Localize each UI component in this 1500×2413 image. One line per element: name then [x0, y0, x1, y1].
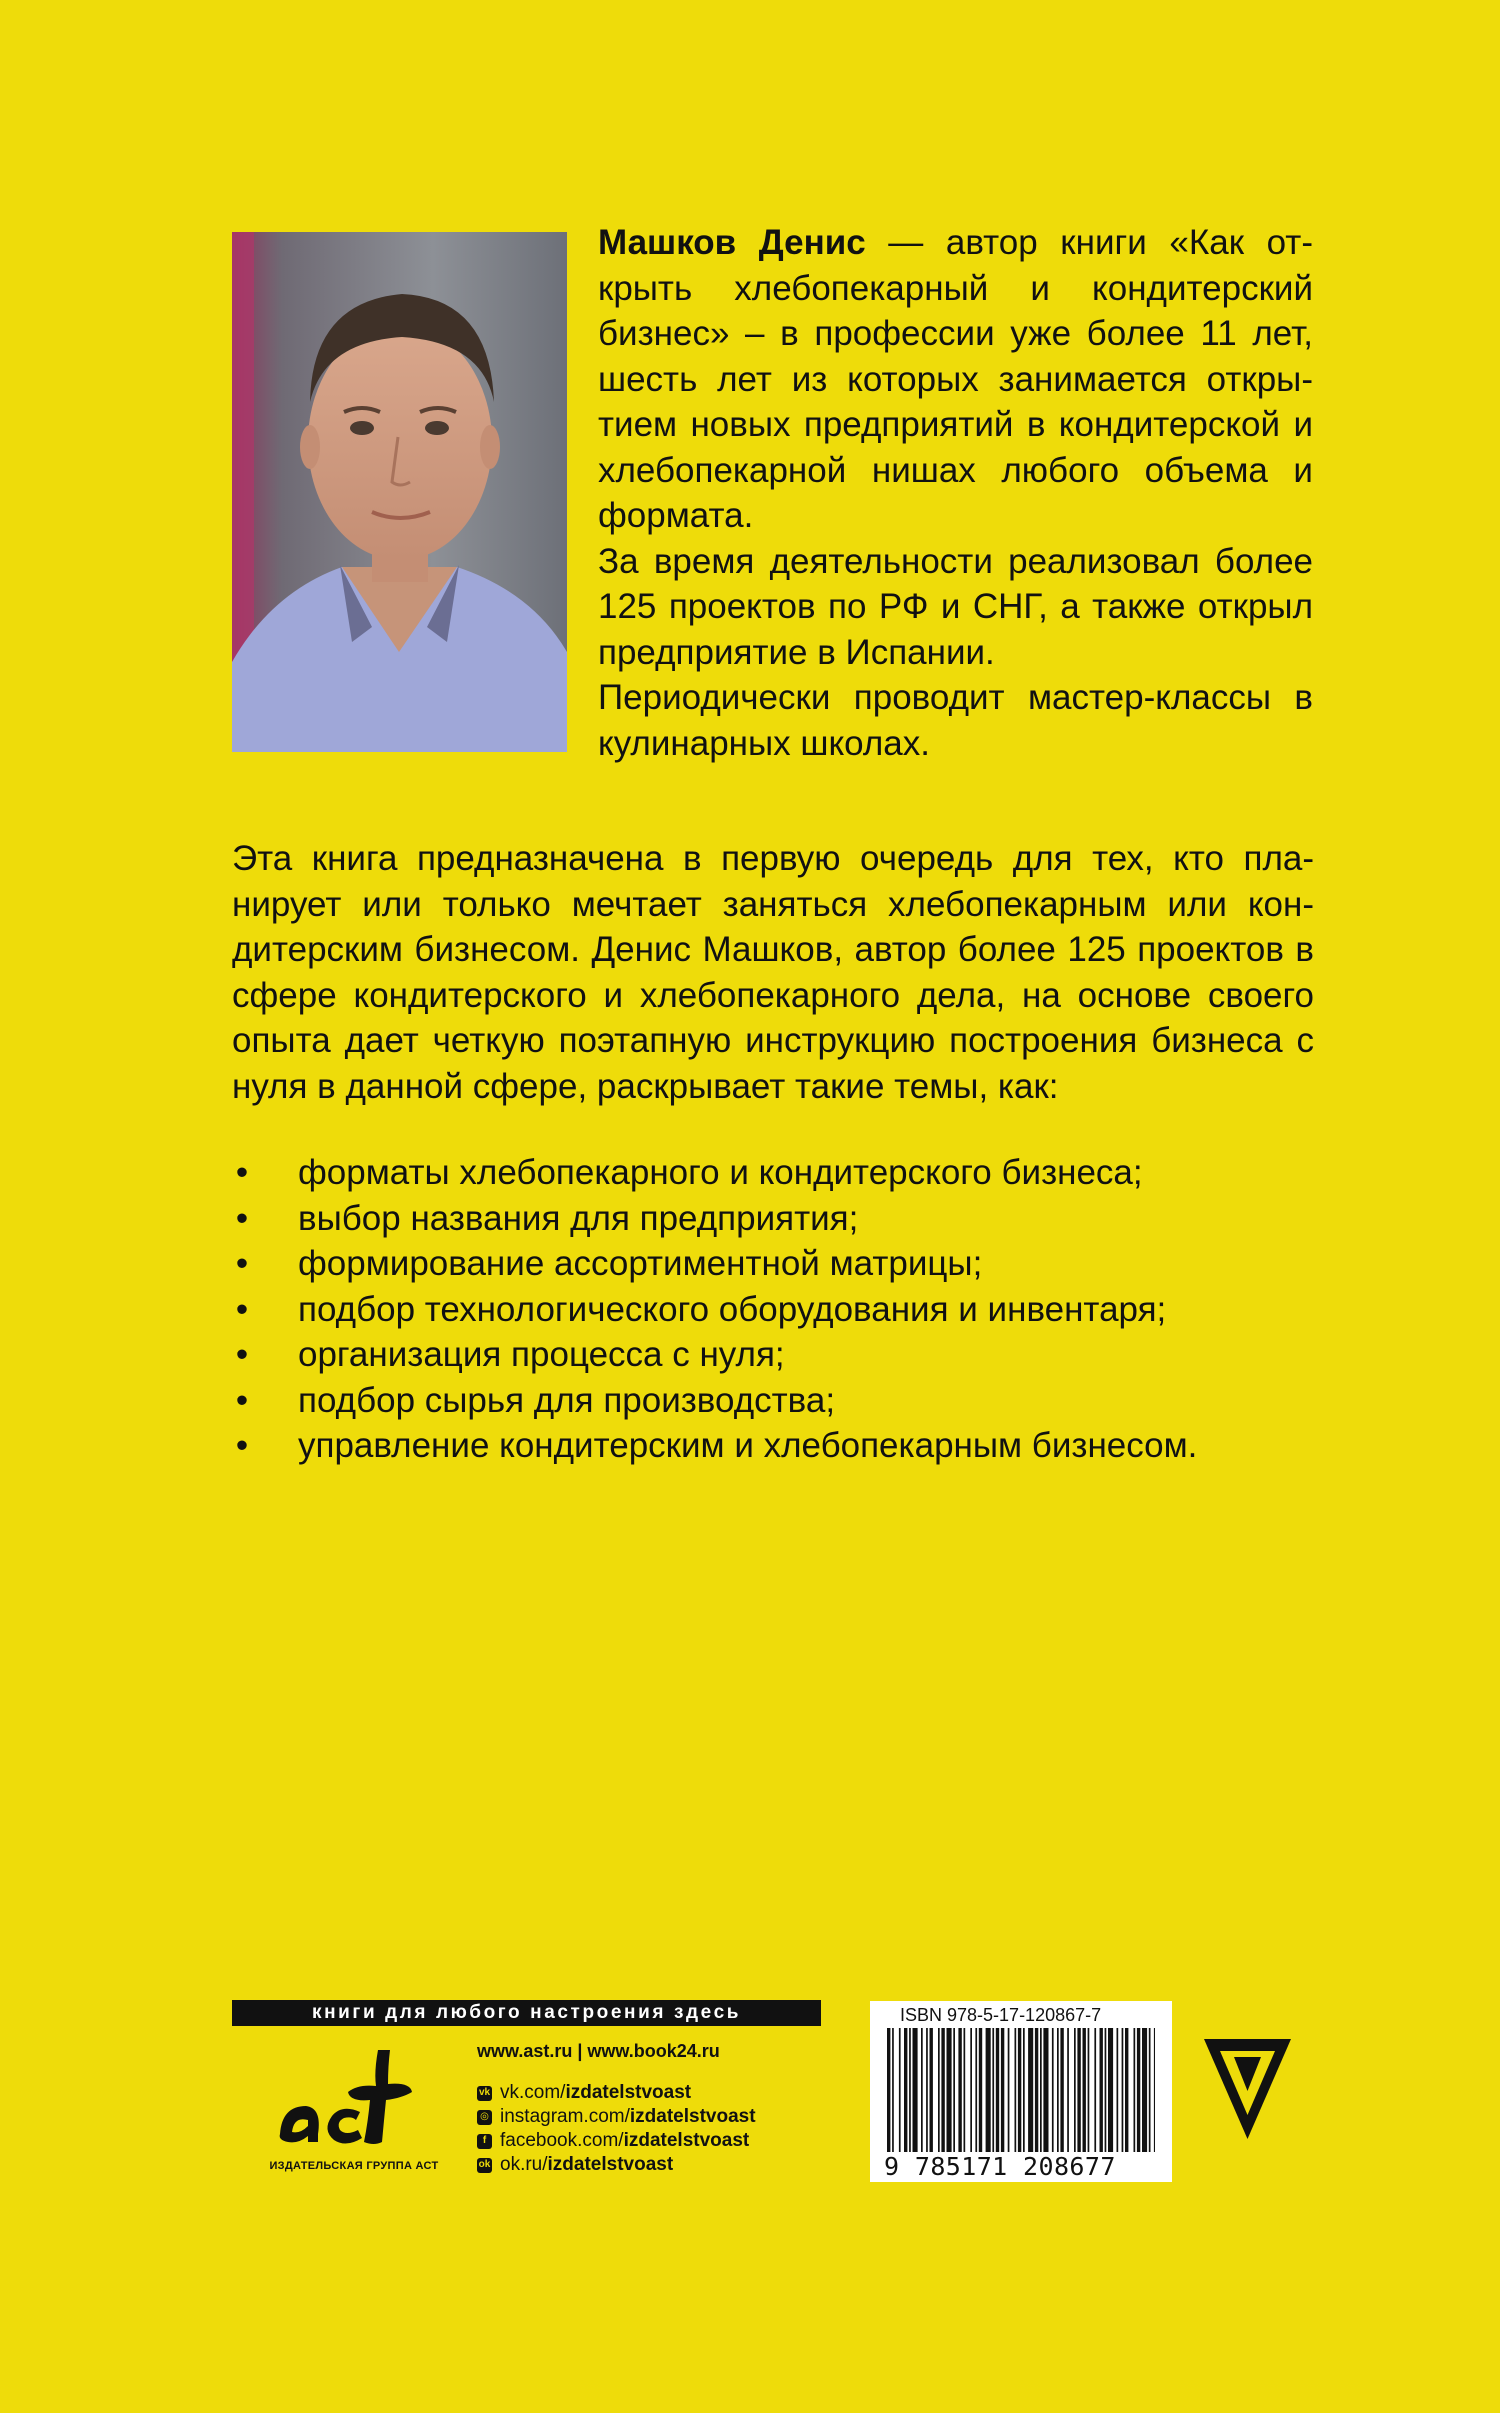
barcode-bar	[926, 2028, 928, 2152]
barcode-bar	[1122, 2028, 1124, 2152]
ok-icon: ok	[477, 2158, 492, 2173]
barcode-bar	[1077, 2028, 1080, 2152]
barcode-bar	[1137, 2028, 1140, 2152]
bullet: •	[235, 1380, 249, 1420]
list-item: • подбор технологического оборудования и инвентаря;	[232, 1287, 1314, 1333]
barcode-bar	[941, 2028, 944, 2152]
publisher-websites[interactable]: www.ast.ru | www.book24.ru	[477, 2041, 720, 2061]
barcode-bar	[947, 2028, 952, 2152]
list-item: • выбор названия для предприятия;	[232, 1196, 1314, 1242]
barcode-bar	[1057, 2028, 1059, 2152]
barcode-bar	[909, 2028, 911, 2152]
bullet: •	[235, 1289, 249, 1329]
facebook-icon: f	[477, 2134, 492, 2149]
author-bio-intro	[598, 220, 1313, 539]
barcode-bar	[986, 2028, 991, 2152]
social-link-facebook[interactable]: f facebook.com/ izdatelstvoast	[477, 2129, 756, 2153]
barcode-bar	[1028, 2028, 1033, 2152]
barcode-bar	[887, 2028, 890, 2152]
author-bio-masterclasses: Периодически проводит мастер-классы в кулинарных школах.	[598, 678, 1313, 763]
barcode-bar	[1023, 2028, 1025, 2152]
list-item: • организация процесса с нуля;	[232, 1332, 1314, 1378]
barcode-bar	[1117, 2028, 1119, 2152]
bullet: •	[235, 1198, 249, 1238]
barcode-bar	[1134, 2028, 1136, 2152]
slogan-bar: книги для любого настроения здесь	[232, 2000, 821, 2026]
barcode-bar	[1142, 2028, 1147, 2152]
v-mark-icon	[1200, 2033, 1295, 2143]
barcode-bar	[1018, 2028, 1021, 2152]
barcode-bar	[1040, 2028, 1042, 2152]
barcode-bar	[1083, 2028, 1086, 2152]
list-item: • управление кондитерским и хлебопекарным бизнесом.	[232, 1423, 1314, 1469]
book-description: Эта книга предназначена в первую очередь для тех, кто планирует или только мечтает заняться хлебопекарным или кондитерским бизнесом. Денис Машков, автор более 125 проектов в сфере кондитерского и хлебопекарного дела, на основе своего опыта дает четкую поэтапную инструкцию построения бизнеса с нуля в данной сфере, раскрывает такие темы, как:	[232, 839, 1314, 1106]
barcode-bar	[938, 2028, 940, 2152]
barcode-bar	[1008, 2028, 1010, 2152]
barcode-bar	[970, 2028, 972, 2152]
barcode-bar	[1043, 2028, 1048, 2152]
author-photo	[232, 232, 567, 752]
barcode-bar	[975, 2028, 977, 2152]
topics-list	[232, 1150, 1314, 1469]
isbn-text: ISBN 978-5-17-120867-7	[900, 2005, 1102, 2025]
barcode-bar	[1015, 2028, 1017, 2152]
barcode-bar	[1074, 2028, 1076, 2152]
author-bio	[598, 220, 1313, 766]
barcode-bars	[887, 2028, 1155, 2152]
vk-icon: vk	[477, 2086, 492, 2101]
barcode-bar	[930, 2028, 933, 2152]
list-item: • подбор сырья для производства;	[232, 1378, 1314, 1424]
barcode-bar	[1154, 2028, 1155, 2152]
bullet: •	[235, 1426, 249, 1465]
social-links	[477, 2081, 756, 2177]
barcode-bar	[953, 2028, 955, 2152]
social-link-vk[interactable]: vk vk.com/ izdatelstvoast	[478, 2082, 692, 2103]
barcode-bar	[1060, 2028, 1063, 2152]
barcode-bar	[1100, 2028, 1103, 2152]
social-link-ok[interactable]: ok ok.ru/ izdatelstvoast	[478, 2154, 674, 2175]
barcode-bar	[1149, 2028, 1151, 2152]
barcode-bar	[1067, 2028, 1069, 2152]
barcode-bar	[1001, 2028, 1004, 2152]
bullet: •	[235, 1153, 249, 1192]
bullet: •	[235, 1244, 249, 1283]
barcode-bar	[892, 2028, 894, 2152]
ast-logo	[270, 2042, 420, 2152]
barcode-bar	[1088, 2028, 1090, 2152]
barcode-bar	[1108, 2028, 1113, 2152]
list-item: • форматы хлебопекарного и кондитерского бизнеса;	[232, 1150, 1314, 1196]
publisher-imprint: ИЗДАТЕЛЬСКАЯ ГРУППА АСТ	[269, 2160, 439, 2172]
instagram-icon: ◎	[477, 2110, 492, 2125]
barcode-bar	[899, 2028, 901, 2152]
barcode-bar	[921, 2028, 923, 2152]
author-name: Машков Денис	[598, 223, 866, 262]
barcode-bar	[1105, 2028, 1107, 2152]
barcode-bar	[913, 2028, 918, 2152]
barcode-bar	[1094, 2028, 1096, 2152]
barcode-bar	[979, 2028, 982, 2152]
bullet: •	[235, 1335, 249, 1374]
list-item: • формирование ассортиментной матрицы;	[232, 1241, 1314, 1287]
barcode-bar	[1125, 2028, 1128, 2152]
barcode-bar	[958, 2028, 961, 2152]
author-bio-text: — автор книги «Как открыть хлебопекарный и кондитерский бизнес» – в профессии уже более 11 лет, шесть лет из которых занимается открытием новых предприятий в кондитерской и хлебопекарной нишах любого объема и формата.	[598, 223, 1313, 535]
author-bio-projects: За время деятельности реализовал более 125 проектов по РФ и СНГ, а также открыл предприятие в Испании.	[598, 541, 1313, 672]
barcode-box	[870, 2001, 1172, 2182]
barcode-bar	[1035, 2028, 1038, 2152]
barcode-digits: 9 785171 208677	[884, 2152, 1116, 2181]
barcode-bar	[964, 2028, 966, 2152]
barcode-bar	[904, 2028, 907, 2152]
social-link-instagram[interactable]: ◎ instagram.com/ izdatelstvoast	[477, 2105, 756, 2129]
barcode-bar	[992, 2028, 994, 2152]
barcode-bar	[1052, 2028, 1054, 2152]
barcode-bar	[996, 2028, 999, 2152]
